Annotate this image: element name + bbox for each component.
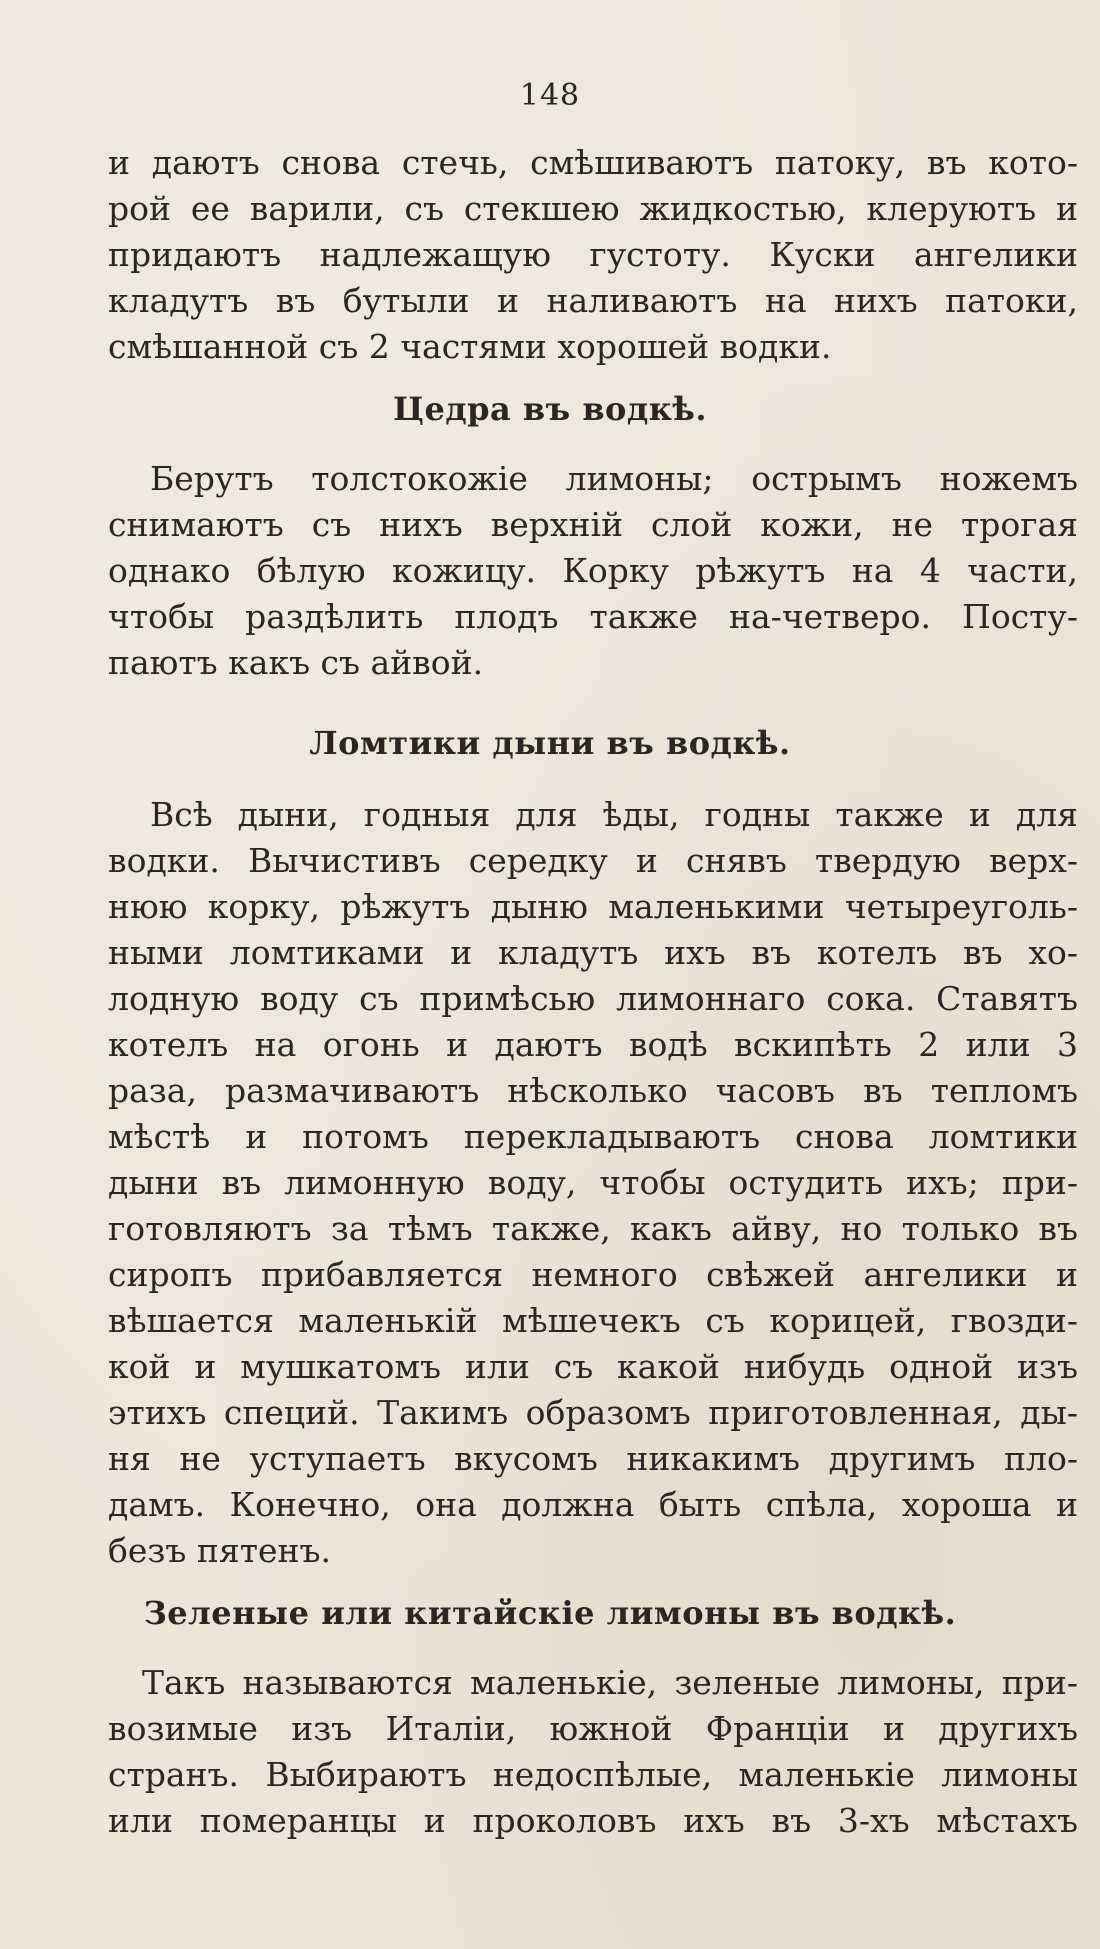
text-line: лодную воду съ примѣсью лимоннаго сока. Ставятъ [108, 979, 1078, 1018]
text-line: вѣшается маленькій мѣшечекъ съ корицей, гвозди- [108, 1301, 1078, 1340]
text-line: чтобы раздѣлить плодъ также на-четверо. Посту- [108, 597, 1078, 636]
intro-paragraph [108, 140, 1078, 370]
section-paragraph-melon [108, 792, 1078, 1574]
text-line: Всѣ дыни, годныя для ѣды, годны также и для [150, 795, 1078, 834]
text-line: Такъ называются маленькіе, зеленые лимоны, при- [142, 1663, 1078, 1702]
text-line: этихъ специй. Такимъ образомъ приготовленная, ды- [108, 1393, 1078, 1432]
text-line: водки. Вычистивъ середку и снявъ твердую верх- [108, 841, 1078, 880]
text-line: кладутъ въ бутыли и наливаютъ на нихъ патоки, [108, 281, 1078, 320]
section-paragraph-green-lemons [108, 1660, 1078, 1844]
text-line: сиропъ прибавляется немного свѣжей ангелики и [108, 1255, 1078, 1294]
text-line: смѣшанной съ 2 частями хорошей водки. [108, 327, 832, 366]
section-heading-melon: Ломтики дыни въ водкѣ. [309, 724, 791, 762]
text-line: паютъ какъ съ айвой. [108, 643, 484, 682]
text-line: нюю корку, рѣжутъ дыню маленькими четыреуголь- [108, 887, 1078, 926]
text-line: возимые изъ Италіи, южной Франціи и другихъ [108, 1709, 1078, 1748]
text-line: Берутъ толстокожіе лимоны; острымъ ножемъ [150, 459, 1078, 498]
text-line: кой и мушкатомъ или съ какой нибудь одной изъ [108, 1347, 1078, 1386]
text-line: дыни въ лимонную воду, чтобы остудить ихъ; при- [108, 1163, 1078, 1202]
text-line: ными ломтиками и кладутъ ихъ въ котелъ въ хо- [108, 933, 1078, 972]
page-number: 148 [519, 78, 581, 113]
text-line: безъ пятенъ. [108, 1531, 331, 1570]
text-line: раза, размачиваютъ нѣсколько часовъ въ тепломъ [108, 1071, 1078, 1110]
text-line: и даютъ снова стечь, смѣшиваютъ патоку, въ кото- [108, 143, 1078, 182]
text-line: придаютъ надлежащую густоту. Куски ангелики [108, 235, 1078, 274]
text-line: дамъ. Конечно, она должна быть спѣла, хороша и [108, 1485, 1078, 1524]
text-line: рой ее варили, съ стекшею жидкостью, клеруютъ и [108, 189, 1078, 228]
text-line: снимаютъ съ нихъ верхній слой кожи, не трогая [108, 505, 1078, 544]
text-line: готовляютъ за тѣмъ также, какъ айву, но только въ [108, 1209, 1078, 1248]
section-paragraph-tsedra [108, 456, 1078, 686]
section-heading-tsedra: Цедра въ водкѣ. [393, 390, 707, 428]
text-line: мѣстѣ и потомъ перекладываютъ снова ломтики [108, 1117, 1078, 1156]
text-line: однако бѣлую кожицу. Корку рѣжутъ на 4 части, [108, 551, 1078, 590]
text-line: или померанцы и проколовъ ихъ въ 3-хъ мѣстахъ [108, 1801, 1078, 1840]
text-line: странъ. Выбираютъ недоспѣлые, маленькіе лимоны [108, 1755, 1078, 1794]
text-line: котелъ на огонь и даютъ водѣ вскипѣть 2 или 3 [108, 1025, 1078, 1064]
text-line: ня не уступаетъ вкусомъ никакимъ другимъ пло- [108, 1439, 1078, 1478]
section-heading-green-lemons: Зеленые или китайскіе лимоны въ водкѣ. [143, 1594, 957, 1632]
